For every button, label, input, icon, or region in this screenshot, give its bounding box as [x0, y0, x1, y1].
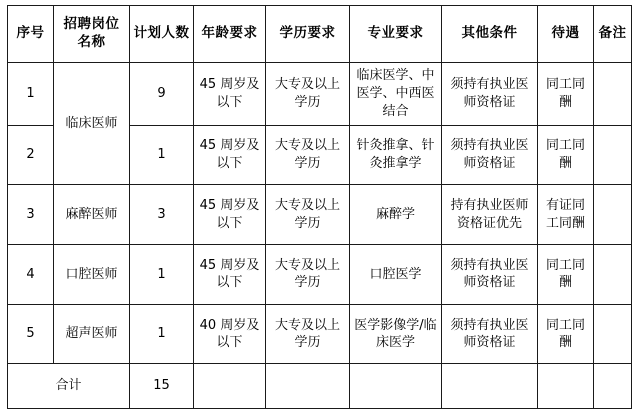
cell-salary: 有证同工同酬 — [538, 185, 594, 245]
cell-salary: 同工同酬 — [538, 304, 594, 364]
cell-seq: 2 — [8, 125, 54, 185]
column-header-other: 其他条件 — [442, 6, 538, 63]
cell-remark — [594, 304, 632, 364]
cell-major: 口腔医学 — [350, 245, 442, 305]
table-row — [8, 63, 632, 126]
cell-post: 麻醉医师 — [54, 185, 130, 245]
cell-other: 须持有执业医师资格证 — [442, 304, 538, 364]
column-header-salary: 待遇 — [538, 6, 594, 63]
cell-post: 超声医师 — [54, 304, 130, 364]
table-row — [8, 245, 632, 305]
cell-seq: 5 — [8, 304, 54, 364]
cell-other: 须持有执业医师资格证 — [442, 63, 538, 126]
cell-total-major — [350, 364, 442, 409]
cell-plan: 1 — [130, 125, 194, 185]
cell-total-education — [266, 364, 350, 409]
column-header-major: 专业要求 — [350, 6, 442, 63]
cell-other: 持有执业医师资格证优先 — [442, 185, 538, 245]
cell-remark — [594, 245, 632, 305]
cell-plan: 9 — [130, 63, 194, 126]
cell-major: 临床医学、中医学、中西医结合 — [350, 63, 442, 126]
cell-seq: 1 — [8, 63, 54, 126]
column-header-remark: 备注 — [594, 6, 632, 63]
cell-other: 须持有执业医师资格证 — [442, 245, 538, 305]
cell-salary: 同工同酬 — [538, 63, 594, 126]
table-row — [8, 304, 632, 364]
cell-other: 须持有执业医师资格证 — [442, 125, 538, 185]
cell-seq: 3 — [8, 185, 54, 245]
cell-total-remark — [594, 364, 632, 409]
cell-education: 大专及以上学历 — [266, 63, 350, 126]
table-total-row — [8, 364, 632, 409]
cell-total-salary — [538, 364, 594, 409]
column-header-post: 招聘岗位名称 — [54, 6, 130, 63]
cell-education: 大专及以上学历 — [266, 125, 350, 185]
cell-age: 45 周岁及以下 — [194, 245, 266, 305]
cell-major: 针灸推拿、针灸推拿学 — [350, 125, 442, 185]
column-header-age: 年龄要求 — [194, 6, 266, 63]
cell-age: 40 周岁及以下 — [194, 304, 266, 364]
cell-salary: 同工同酬 — [538, 245, 594, 305]
cell-major: 麻醉学 — [350, 185, 442, 245]
cell-age: 45 周岁及以下 — [194, 125, 266, 185]
cell-education: 大专及以上学历 — [266, 185, 350, 245]
cell-remark — [594, 125, 632, 185]
cell-plan: 1 — [130, 245, 194, 305]
table-body — [8, 63, 632, 409]
cell-age: 45 周岁及以下 — [194, 63, 266, 126]
cell-post: 口腔医师 — [54, 245, 130, 305]
cell-seq: 4 — [8, 245, 54, 305]
cell-salary: 同工同酬 — [538, 125, 594, 185]
cell-total-label: 合计 — [8, 364, 130, 409]
column-header-education: 学历要求 — [266, 6, 350, 63]
cell-major: 医学影像学/临床医学 — [350, 304, 442, 364]
column-header-plan: 计划人数 — [130, 6, 194, 63]
table-header — [8, 6, 632, 63]
cell-plan: 1 — [130, 304, 194, 364]
cell-remark — [594, 63, 632, 126]
cell-education: 大专及以上学历 — [266, 304, 350, 364]
cell-total-age — [194, 364, 266, 409]
recruitment-table — [7, 5, 632, 409]
column-header-seq: 序号 — [8, 6, 54, 63]
cell-total-other — [442, 364, 538, 409]
table-row — [8, 185, 632, 245]
cell-remark — [594, 185, 632, 245]
cell-total-plan: 15 — [130, 364, 194, 409]
cell-education: 大专及以上学历 — [266, 245, 350, 305]
table-header-row — [8, 6, 632, 63]
cell-plan: 3 — [130, 185, 194, 245]
cell-age: 45 周岁及以下 — [194, 185, 266, 245]
cell-post: 临床医师 — [54, 63, 130, 185]
